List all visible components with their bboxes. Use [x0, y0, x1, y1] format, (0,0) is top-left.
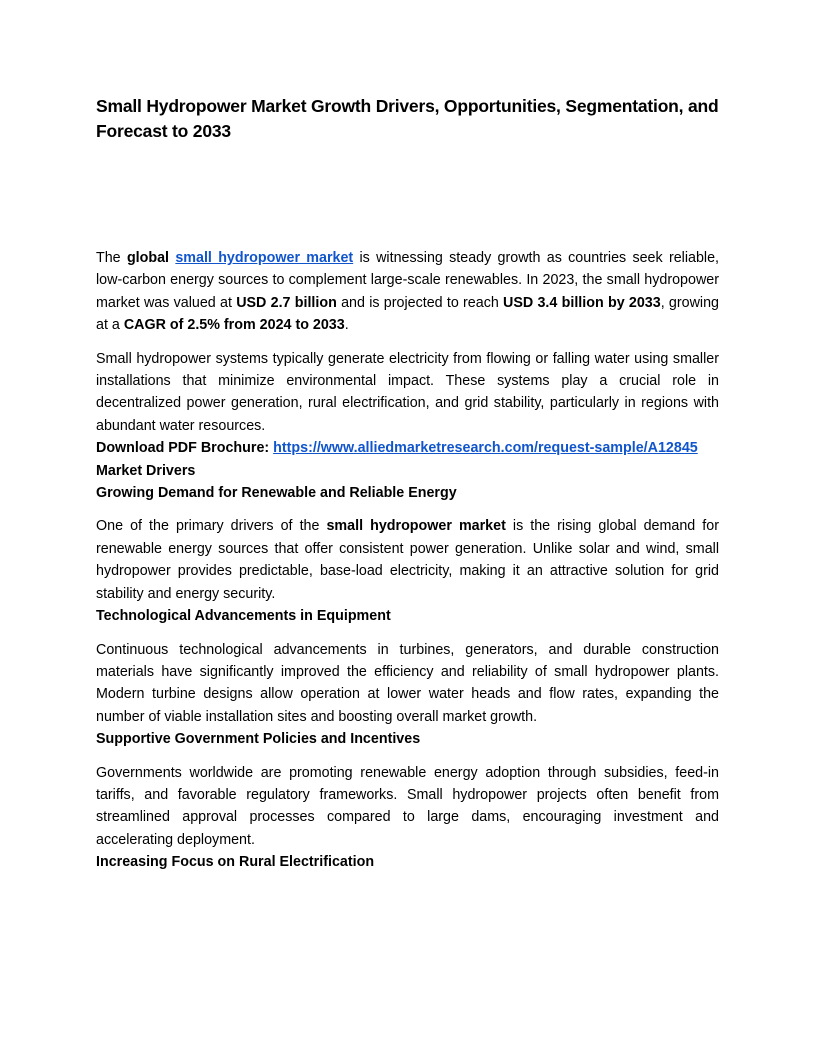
cagr-value: CAGR of 2.5% from 2024 to 2033 [123, 317, 345, 334]
market-value-2023: USD 2.7 billion [236, 294, 337, 311]
section-text-renewable-demand: One of the primary drivers of the small hydropower market is the rising global demand for renewable energy sources that offer consistent power generation. Unlike solar and wind, small hydropower provides predictable, base-load electricity, making it an attractive solution for grid stability and energy security. [96, 518, 719, 602]
small-hydropower-market-link[interactable]: small hydropower market [175, 250, 354, 266]
brochure-link[interactable]: https://www.alliedmarketresearch.com/request-sample/A12845 [273, 440, 698, 457]
section-heading-renewable-demand: Growing Demand for Renewable and Reliable Energy [96, 485, 457, 502]
section-heading-policies: Supportive Government Policies and Incentives [96, 731, 421, 748]
section-text-policies: Governments worldwide are promoting renewable energy adoption through subsidies, feed-in tariffs, and favorable regulatory frameworks. Small hydropower projects often benefit from streamlined approval processes compared to large dams, encouraging investment and accelerating deployment. [96, 764, 719, 848]
market-value-2033: USD 3.4 billion by 2033 [503, 294, 661, 311]
bold-global: global [126, 250, 170, 266]
section-text-technology: Continuous technological advancements in turbines, generators, and durable construction materials have significantly improved the efficiency and reliability of small hydropower plants. Modern turbine designs allow operation at lower water heads and flow rates, expanding the number of viable installation sites and boosting overall market growth. [96, 641, 719, 725]
overview-paragraph: Small hydropower systems typically generate electricity from flowing or falling water using smaller installations that minimize environmental impact. These systems play a crucial role in decentralized power generation, rural electrification, and grid stability, particularly in regions with abundant water resources. [96, 350, 719, 434]
download-label: Download PDF Brochure: [96, 440, 274, 457]
document-page [96, 94, 719, 874]
download-brochure-line [96, 437, 719, 459]
intro-paragraph: The global small hydropower market is witnessing steady growth as countries seek reliable, low-carbon energy sources to complement large-scale renewables. In 2023, the small hydropower market was valued at USD 2.7 billion and is projected to reach USD 3.4 billion by 2033, growing at a CAGR of 2.5% from 2024 to 2033. [96, 250, 720, 334]
section-heading-rural-electrification: Increasing Focus on Rural Electrification [96, 854, 375, 871]
section-heading-technology: Technological Advancements in Equipment [96, 608, 391, 625]
document-title: Small Hydropower Market Growth Drivers, Opportunities, Segmentation, and Forecast to 2033 [96, 96, 719, 141]
market-drivers-heading: Market Drivers [96, 462, 196, 479]
